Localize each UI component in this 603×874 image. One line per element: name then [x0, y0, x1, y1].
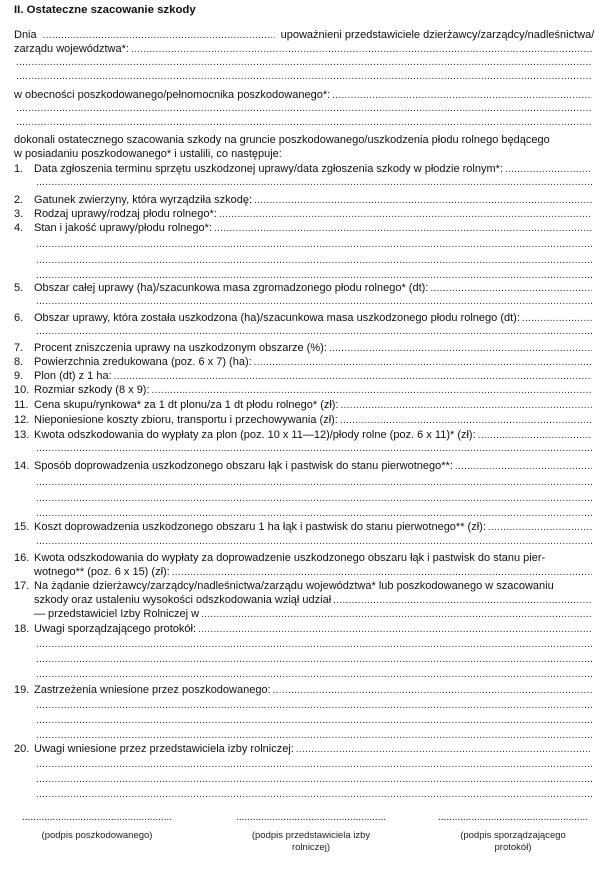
item-7	[14, 341, 592, 355]
item-field[interactable]	[430, 282, 592, 296]
fill-line[interactable]	[36, 176, 592, 190]
item-label: Na żądanie dzierżawcy/zarządcy/nadleśnictwa/zarządu województwa* lub poszkodowanego w szacowaniu	[34, 580, 554, 592]
fill-line[interactable]	[36, 638, 592, 652]
item-label: Plon (dt) z 1 ha:	[34, 370, 112, 382]
fill-line[interactable]	[36, 254, 592, 268]
item-field[interactable]	[296, 743, 592, 757]
item-label: Obszar uprawy, która została uszkodzona (ha)/szacunkowa masa uszkodzonego płodu rolnego (dt):	[34, 312, 520, 324]
presence-label: w obecności poszkodowanego/pełnomocnika poszkodowanego*:	[14, 89, 331, 101]
fill-line[interactable]	[16, 56, 592, 70]
item-label: szkody oraz ustaleniu wysokości odszkodowania wziął udział	[34, 594, 332, 606]
item-8	[14, 355, 592, 369]
statement-line	[14, 147, 592, 161]
item-number: 10.	[14, 384, 30, 396]
item-11	[14, 398, 592, 412]
blank-line	[14, 507, 592, 521]
blank-line	[14, 254, 592, 268]
fill-line[interactable]	[16, 70, 592, 84]
blank-line	[14, 638, 592, 652]
item-field[interactable]	[340, 414, 592, 428]
item-field[interactable]	[198, 623, 592, 637]
fill-line[interactable]	[36, 729, 592, 743]
signature-line[interactable]	[236, 812, 386, 824]
item-4	[14, 221, 592, 235]
item-18	[14, 622, 592, 636]
fill-line[interactable]	[36, 699, 592, 713]
item-number: 7.	[14, 342, 24, 354]
fill-line[interactable]	[36, 238, 592, 252]
item-2	[14, 193, 592, 207]
item-field[interactable]	[522, 312, 592, 326]
signature-caption-line: protokół)	[494, 842, 532, 853]
representatives-text: upoważnieni przedstawiciele dzierżawcy/zarządcy/nadleśnictwa/	[280, 29, 595, 41]
item-label: Nieponiesione koszty zbioru, transportu i przechowywania (zł):	[34, 414, 338, 426]
item-6	[14, 311, 592, 325]
item-field[interactable]	[455, 460, 592, 474]
item-label: Data zgłoszenia terminu sprzętu uszkodzonej uprawy/data zgłoszenia szkody w płodzie rolnym*:	[34, 163, 503, 175]
blank-line	[14, 70, 592, 84]
item-label: — przedstawiciel Izby Rolniczej w	[34, 608, 200, 620]
item-field[interactable]	[273, 684, 592, 698]
item-15	[14, 520, 592, 534]
item-field[interactable]	[172, 566, 592, 580]
blank-line	[14, 238, 592, 252]
fill-line[interactable]	[36, 714, 592, 728]
representatives-field[interactable]	[131, 43, 592, 57]
signature-author	[438, 812, 588, 854]
signature-line[interactable]	[22, 812, 172, 824]
item-field[interactable]	[254, 356, 592, 370]
fill-line[interactable]	[36, 442, 592, 456]
voivodeship-row	[14, 42, 592, 56]
fill-line[interactable]	[36, 773, 592, 787]
voivodeship-label: zarządu województwa*:	[14, 43, 129, 55]
item-label: Kwota odszkodowania do wypłaty za doprowadzenie uszkodzonego obszaru łąk i pastwisk do stanu pier-	[34, 552, 546, 564]
fill-line[interactable]	[36, 758, 592, 772]
blank-line	[14, 653, 592, 667]
item-number: 20.	[14, 743, 30, 755]
item-17-chamber	[14, 607, 592, 621]
item-field[interactable]	[214, 222, 592, 236]
item-label: Sposób doprowadzenia uszkodzonego obszaru łąk i pastwisk do stanu pierwotnego**:	[34, 460, 453, 472]
signature-caption: (podpis poszkodowanego)	[41, 830, 153, 841]
item-number: 14.	[14, 460, 30, 472]
section-title: II. Ostateczne szacowanie szkody	[14, 4, 196, 16]
item-17	[14, 579, 592, 593]
fill-line[interactable]	[36, 295, 592, 309]
item-13	[14, 428, 592, 442]
item-16-cont	[14, 565, 592, 579]
item-label: Uwagi sporządzającego protokół:	[34, 623, 197, 635]
item-number: 17.	[14, 580, 30, 592]
signature-caption	[438, 830, 588, 854]
item-number: 11.	[14, 399, 29, 411]
item-field[interactable]	[219, 208, 592, 222]
date-field[interactable]	[43, 29, 275, 43]
item-14	[14, 459, 592, 473]
fill-line[interactable]	[36, 668, 592, 682]
item-19	[14, 683, 592, 697]
item-field[interactable]	[333, 594, 592, 608]
item-9	[14, 369, 592, 383]
presence-field[interactable]	[332, 89, 592, 103]
item-number: 6.	[14, 312, 24, 324]
blank-line	[14, 176, 592, 190]
item-number: 13.	[14, 429, 30, 441]
statement-text: w posiadaniu poszkodowanego* i ustalili, co następuje:	[14, 148, 282, 160]
item-number: 5.	[14, 282, 24, 294]
item-1	[14, 162, 592, 176]
blank-line	[14, 56, 592, 70]
fill-line[interactable]	[36, 535, 592, 549]
item-5	[14, 281, 592, 295]
fill-line[interactable]	[36, 788, 592, 802]
item-field[interactable]	[152, 384, 592, 398]
signature-caption	[236, 830, 386, 854]
item-number: 15.	[14, 521, 30, 533]
item-12	[14, 413, 592, 427]
item-3	[14, 207, 592, 221]
item-field[interactable]	[478, 429, 592, 443]
item-20	[14, 742, 592, 756]
item-number: 19.	[14, 684, 30, 696]
item-label: Koszt doprowadzenia uszkodzonego obszaru 1 ha łąk i pastwisk do stanu pierwotnego** (zł):	[34, 521, 486, 533]
item-number: 9.	[14, 370, 24, 382]
blank-line	[14, 714, 592, 728]
item-label: Kwota odszkodowania do wypłaty za plon (poz. 10 x 11—12)/płody rolne (poz. 6 x 11)* (zł):	[34, 429, 476, 441]
fill-line[interactable]	[36, 492, 592, 506]
item-field[interactable]	[329, 342, 592, 356]
item-number: 16.	[14, 552, 30, 564]
item-label: wotnego** (poz. 6 x 15) (zł):	[34, 566, 170, 578]
item-number: 3.	[14, 208, 24, 220]
item-label: Rodzaj uprawy/rodzaj płodu rolnego*:	[34, 208, 217, 220]
statement-text: dokonali ostatecznego szacowania szkody na gruncie poszkodowanego/uszkodzenia płodu rolnego będącego	[14, 134, 550, 146]
item-label: Gatunek zwierzyny, która wyrządziła szkodę:	[34, 194, 253, 206]
blank-line	[14, 476, 592, 490]
fill-line[interactable]	[36, 507, 592, 521]
item-number: 2.	[14, 194, 24, 206]
item-number: 12.	[14, 414, 30, 426]
blank-line	[14, 729, 592, 743]
item-10	[14, 383, 592, 397]
item-label: Cena skupu/rynkowa* za 1 dt plonu/za 1 dt płodu rolnego* (zł):	[34, 399, 339, 411]
item-number: 18.	[14, 623, 30, 635]
item-label: Rozmiar szkody (8 x 9):	[34, 384, 150, 396]
presence-row	[14, 88, 592, 102]
item-label: Powierzchnia zredukowana (poz. 6 x 7) (ha):	[34, 356, 252, 368]
fill-line[interactable]	[36, 325, 592, 339]
signature-injured	[22, 812, 172, 842]
date-label: Dnia	[14, 29, 37, 41]
item-field[interactable]	[341, 399, 592, 413]
item-number: 8.	[14, 356, 24, 368]
blank-line	[14, 102, 592, 116]
blank-line	[14, 442, 592, 456]
statement-line	[14, 133, 592, 147]
blank-line	[14, 668, 592, 682]
blank-line	[14, 758, 592, 772]
chamber-field[interactable]	[201, 608, 592, 622]
blank-line	[14, 699, 592, 713]
fill-line[interactable]	[36, 653, 592, 667]
item-number: 4.	[14, 222, 24, 234]
fill-line[interactable]	[16, 102, 592, 116]
item-17-cont	[14, 593, 592, 607]
blank-line	[14, 295, 592, 309]
item-number: 1.	[14, 163, 24, 175]
blank-line	[14, 535, 592, 549]
item-label: Procent zniszczenia uprawy na uszkodzonym obszarze (%):	[34, 342, 327, 354]
blank-line	[14, 116, 592, 130]
signature-caption-line: (podpis przedstawiciela izby	[251, 830, 371, 841]
signature-caption-line: rolniczej)	[291, 842, 330, 853]
signature-chamber	[236, 812, 386, 854]
item-label: Stan i jakość uprawy/płodu rolnego*:	[34, 222, 212, 234]
item-field[interactable]	[505, 163, 592, 177]
blank-line	[14, 492, 592, 506]
blank-line	[14, 325, 592, 339]
item-label: Uwagi wniesione przez przedstawiciela izby rolniczej:	[34, 743, 294, 755]
date-row	[14, 28, 595, 42]
blank-line	[14, 788, 592, 802]
item-field[interactable]	[254, 194, 592, 208]
fill-line[interactable]	[16, 116, 592, 130]
signature-caption-line: (podpis sporządzającego	[460, 830, 566, 841]
blank-line	[14, 773, 592, 787]
item-16	[14, 551, 592, 565]
item-label: Zastrzeżenia wniesione przez poszkodowanego:	[34, 684, 271, 696]
fill-line[interactable]	[36, 476, 592, 490]
signature-line[interactable]	[438, 812, 588, 824]
item-field[interactable]	[488, 521, 592, 535]
item-label: Obszar całej uprawy (ha)/szacunkowa masa zgromadzonego płodu rolnego* (dt):	[34, 282, 429, 294]
item-field[interactable]	[114, 370, 592, 384]
